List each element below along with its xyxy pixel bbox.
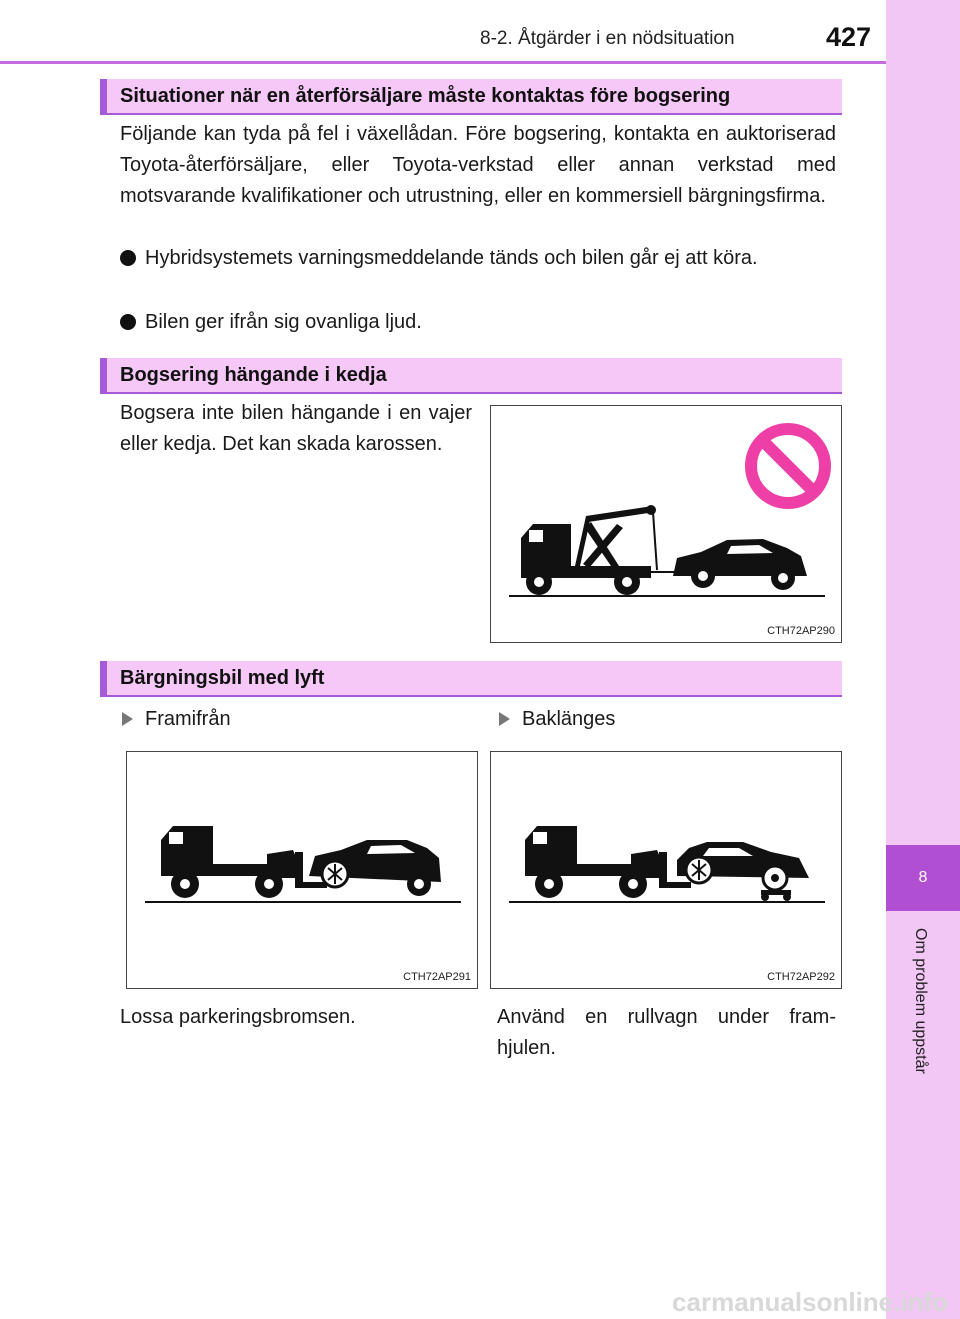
rear-label-text: Baklänges	[522, 708, 616, 730]
chain-towing-paragraph: Bogsera inte bilen hängande i en vajer eller kedja. Det kan skada karossen.	[120, 402, 472, 455]
chapter-tab[interactable]: 8	[886, 845, 960, 911]
figure-code: CTH72AP292	[767, 971, 835, 983]
bullet-item	[120, 307, 836, 338]
front-caption: Lossa parkeringsbromsen.	[120, 1006, 356, 1028]
chain-towing-illustration	[491, 406, 843, 644]
front-label-text: Framifrån	[145, 708, 231, 730]
section-heading-wheel-lift: Bärgningsbil med lyft	[100, 661, 842, 697]
bullet-dot-icon	[120, 250, 136, 266]
figure-code: CTH72AP291	[403, 971, 471, 983]
section-heading-chain-towing: Bogsering hängande i kedja	[100, 358, 842, 394]
figure-chain-towing	[490, 405, 842, 643]
header-divider	[0, 61, 886, 64]
triangle-bullet-icon	[499, 712, 510, 726]
footer-watermark: carmanualsonline.info	[672, 1287, 948, 1317]
page-number: 427	[826, 22, 872, 52]
prohibition-icon	[751, 429, 825, 503]
bullet-text: Bilen ger ifrån sig ovanliga ljud.	[145, 311, 422, 333]
figure-code: CTH72AP290	[767, 625, 835, 637]
figure-rear-lift	[490, 751, 842, 989]
towed-car-icon	[673, 539, 807, 590]
tow-truck-icon	[161, 826, 327, 898]
dealer-contact-paragraph: Följande kan tyda på fel i växellådan. Före bogsering, kontakta en auktoriserad Toyota-återförsäljare, eller Toyota-verkstad eller annan verkstad med motsvarande kvalifikationer och utrustning, eller en kommersiell bärgningsfirma.	[120, 123, 836, 207]
tow-truck-icon	[525, 826, 691, 898]
chapter-title: Om problem uppstår	[912, 928, 929, 1074]
tow-truck-icon	[521, 505, 656, 595]
section-heading-dealer-contact: Situationer när en återförsäljare måste kontaktas före bogsering	[100, 79, 842, 115]
triangle-bullet-icon	[122, 712, 133, 726]
bullet-item	[120, 243, 836, 274]
front-lift-illustration	[127, 752, 479, 990]
rear-caption: Använd en rullvagn under fram-hjulen.	[497, 1006, 836, 1059]
bullet-text: Hybridsystemets varningsmeddelande tänds och bilen går ej att köra.	[145, 247, 758, 269]
front-label	[120, 707, 231, 731]
bullet-dot-icon	[120, 314, 136, 330]
lifted-car-icon	[309, 840, 441, 896]
header-section-title: 8-2. Åtgärder i en nödsituation	[480, 28, 735, 49]
reversed-car-icon	[677, 842, 809, 890]
dolly-icon	[761, 890, 791, 901]
rear-label	[497, 707, 615, 731]
figure-front-lift	[126, 751, 478, 989]
rear-lift-illustration	[491, 752, 843, 990]
